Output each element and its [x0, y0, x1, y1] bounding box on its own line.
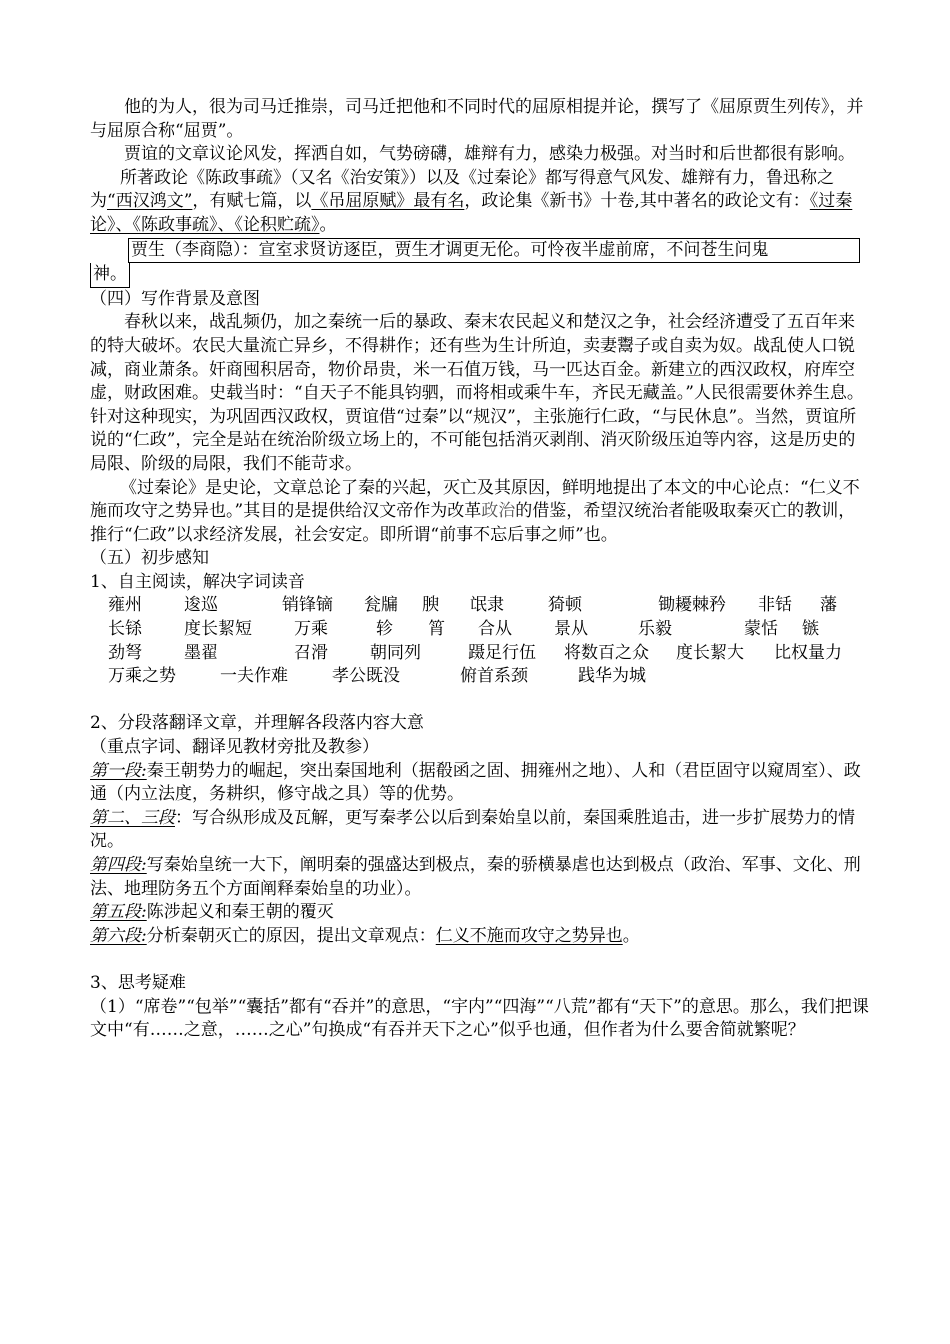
vocab-item: 瓮牖: [364, 595, 398, 616]
vocab-item: 万乘之势: [108, 666, 176, 687]
vocabulary-list: [108, 594, 870, 688]
vocab-item: 将数百之众: [564, 642, 649, 663]
question-2-note: （重点字词、翻译见教材旁批及教参）: [90, 737, 379, 758]
paragraph-jia-yi-works: 所著政论《陈政事疏》（又名《治安策》）以及《过秦论》都写得意气风发、雄辩有力，鲁迅称之为“西汉鸿文”，有赋七篇，以《吊屈原赋》最有名，政论集《新书》十卷,其中著名的政论文有：《过秦论》、《陈政事疏》、《论积贮疏》。: [90, 167, 853, 235]
section-summary-5: 第五段:陈涉起义和秦王朝的覆灭: [90, 902, 334, 923]
vocab-item: 墨翟: [184, 642, 218, 663]
vocab-item: 比权量力: [774, 642, 842, 663]
vocab-item: 度长絜短: [184, 619, 252, 640]
vocab-item: 轸: [376, 619, 393, 640]
vocab-row: [108, 618, 870, 642]
vocab-item: 景从: [554, 619, 588, 640]
vocab-item: 孝公既没: [332, 666, 400, 687]
vocab-item: 藩: [820, 595, 837, 616]
vocab-row: [108, 665, 870, 689]
paragraph-jia-yi-character: 他的为人，很为司马迁推崇，司马迁把他和不同时代的屈原相提并论，撰写了《屈原贾生列传》，并与屈原合称“屈贾”。: [90, 97, 864, 141]
underlined-diao-quyuan-fu: 《吊屈原赋》最有名: [311, 191, 465, 212]
section-heading-background: （四）写作背景及意图: [90, 288, 260, 309]
poem-line-1: 贾生（李商隐）：宣室求贤访逐臣，贾生才调更无伦。可怜夜半虚前席，不问苍生问鬼: [128, 238, 860, 264]
question-3-heading: 3、思考疑难: [90, 972, 186, 993]
section-summary-2-3: 第二、三段：写合纵形成及瓦解，更写秦孝公以后到秦始皇以前，秦国乘胜追击，进一步扩展势力的情况。: [90, 807, 855, 852]
vocab-item: 践华为城: [578, 666, 646, 687]
paragraph-background: 春秋以来，战乱频仍，加之秦统一后的暴政、秦末农民起义和楚汉之争，社会经济遭受了五百年来的特大破坏。农民大量流亡异乡，不得耕作；还有些为生计所迫，卖妻鬻子或自卖为奴。战乱使人口锐减，商业萧条。奸商囤积居奇，物价昂贵，米一石值万钱，马一匹达百金。新建立的西汉政权，府库空虚，财政困难。史载当时：“自天子不能具钧驷，而将相或乘牛车，齐民无藏盖。”人民很需要休养生息。针对这种现实，为巩固西汉政权，贾谊借“过秦”以“规汉”，主张施行仁政，“与民休息”。当然，贾谊所说的“仁政”，完全是站在统治阶级立场上的，不可能包括消灭剥削、消灭阶级压迫等内容，这是历史的局限、阶级的局限，我们不能苛求。: [90, 312, 864, 474]
question-3-item-1: （1）“席卷”“包举”“囊括”都有“吞并”的意思，“宇内”“四海”“八荒”都有“天下”的意思。那么，我们把课文中“有……之意，……之心”句换成“有吞并天下之心”似乎也通，但作者为什么要舍简就繁呢？: [90, 996, 869, 1041]
vocab-item: 一夫作难: [220, 666, 288, 687]
vocab-item: 度长絜大: [676, 642, 744, 663]
vocab-item: 销锋镝: [282, 595, 333, 616]
underlined-essay-list: 《过秦论》、《陈政事疏》、《论积贮疏》: [90, 191, 853, 235]
poem-box: [90, 238, 870, 288]
question-1-heading: 1、自主阅读，解决字词读音: [90, 571, 305, 592]
vocab-item: 蹑足行伍: [468, 642, 536, 663]
vocab-item: 筲: [428, 619, 445, 640]
poem-line-2: 神。: [90, 263, 130, 288]
paragraph-intent: 《过秦论》是史论，文章总论了秦的兴起，灭亡及其原因，鲜明地提出了本文的中心论点：“仁义不施而攻守之势异也。”其目的是提供给汉文帝作为改革政治的借鉴，希望汉统治者能吸取秦灭亡的教训，推行“仁政”以求经济发展，社会安定。即所谓“前事不忘后事之师”也。: [90, 477, 860, 545]
vocab-item: 合从: [478, 619, 512, 640]
vocab-row: [108, 594, 870, 618]
section-summary-6: 第六段:分析秦朝灭亡的原因，提出文章观点：仁义不施而攻守之势异也。: [90, 925, 640, 946]
vocab-item: 非铦: [758, 595, 792, 616]
vocab-item: 蒙恬: [744, 619, 778, 640]
vocab-item: 召滑: [294, 642, 328, 663]
vocab-item: 长铩: [108, 619, 142, 640]
vocab-item: 镞: [802, 619, 819, 640]
section-heading-first-impression: （五）初步感知: [90, 548, 209, 569]
underlined-xihan-hongwen: “西汉鸿文”: [107, 191, 193, 212]
vocab-item: 锄耰棘矜: [658, 595, 726, 616]
question-2-heading: 2、分段落翻译文章，并理解各段落内容大意: [90, 713, 424, 734]
vocab-item: 万乘: [294, 619, 328, 640]
vocab-item: 雍州: [108, 595, 142, 616]
vocab-item: 朝同列: [370, 642, 421, 663]
vocab-item: 猗顿: [548, 595, 582, 616]
vocab-row: [108, 642, 870, 666]
vocab-item: 腴: [422, 595, 439, 616]
vocab-item: 乐毅: [638, 619, 672, 640]
section-summary-4: 第四段:写秦始皇统一大下，阐明秦的强盛达到极点，秦的骄横暴虐也达到极点（政治、军事、文化、刑法、地理防务五个方面阐释秦始皇的功业）。: [90, 855, 861, 899]
vocab-item: 劲弩: [108, 642, 142, 663]
paragraph-jia-yi-style: 贾谊的文章议论风发，挥洒自如，气势磅礴，雄辩有力，感染力极强。对当时和后世都很有影响。: [124, 144, 855, 165]
underlined-thesis: 仁义不施而攻守之势异也: [435, 925, 623, 946]
vocab-item: 氓隶: [470, 595, 504, 616]
document-page: [90, 96, 870, 1043]
vocab-item: 俯首系颈: [460, 666, 528, 687]
section-summary-1: 第一段:秦王朝势力的崛起，突出秦国地利（据殽函之固、拥雍州之地）、人和（君臣固守以窥周室）、政通（内立法度，务耕织，修守战之具）等的优势。: [90, 760, 861, 805]
vocab-item: 逡巡: [184, 595, 218, 616]
